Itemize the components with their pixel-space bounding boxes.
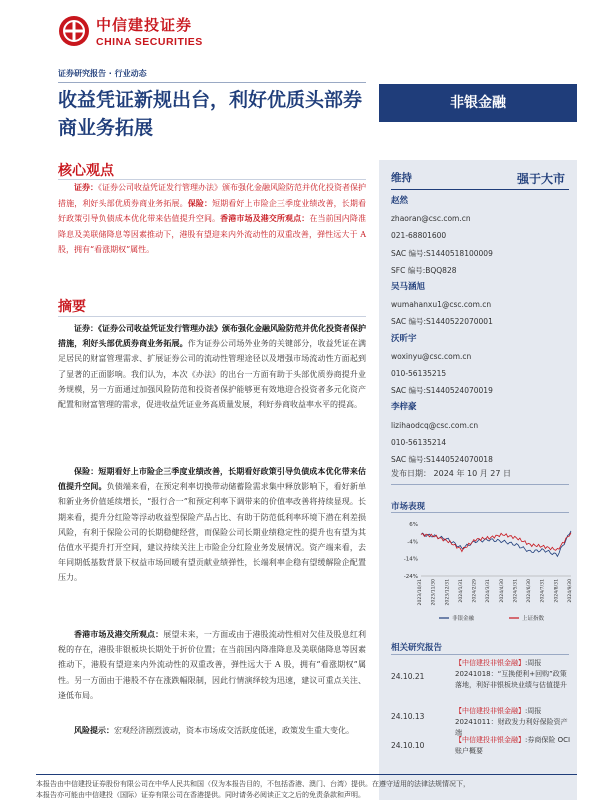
abs-text-2: 展望未来，一方面或由于港股流动性相对欠佳及股息红利税的存在，港股非银板块长期处于折价位置；在当前国内降准降息及美联储降息等因素推动下，港股有望迎来内外流动性的双重改善，弹性远大于 A 股，拥有“看涨期权”属性。另一方面由于港股不存在涨跌幅限制，因此行情演绎较为迅速，建议可重点关注、逢低布局。 [58,630,367,700]
page-title: 收益凭证新规出台，利好优质头部券商业务拓展 [58,89,363,139]
publish-date: 发布日期： 2024 年 10 月 27 日 [391,469,511,478]
kv-text-1: 短期看好上市险企三季度业绩改善，长期看好政策引导负债成本优化带来估值提升空间。 [58,198,367,223]
analyst-name: 赵然 [391,196,409,206]
analyst-name: 李梓豪 [391,402,417,413]
sector-label: 非银金融 [379,84,577,122]
report-type: 证券研究报告 · 行业动态 [58,69,147,78]
analyst-phone: 010-56135215 [391,369,447,379]
abs-bold-0: 证券：《证券公司收益凭证发行管理办法》颁布强化金融风险防范并优化投资者保护措施，利好头部优质券商业务拓展。 [58,323,366,349]
series-line-1 [421,533,571,552]
analyst-li [391,399,571,468]
x-tick-label: 2024/5/31 [513,579,519,603]
abs-bold-1: 保险：短期看好上市险企三季度业绩改善，长期看好政策引导负债成本优化带来估值提升空间。 [58,466,366,492]
rating-value: 强于大市 [516,172,565,186]
abstract-divider [58,316,366,317]
publish-divider [391,484,569,485]
kv-text-2: 在当前国内降准降息及美联储降息等因素推动下，港股有望迎来内外流动性的双重改善，弹性远大于 A 股，拥有“看涨期权”属性。 [58,214,367,254]
x-tick-label: 2024/9/30 [568,579,573,603]
abstract-paragraph-hk [58,627,366,703]
x-tick-label: 2023/12/31 [445,579,451,606]
analyst-zhao [391,193,571,279]
analyst-name: 吴马涵旭 [391,282,426,293]
analyst-email[interactable]: lizihaodcq@csc.com.cn [391,420,479,430]
related-report-date: 24.10.13 [391,712,425,721]
kv-bold-0: 证券： [74,182,98,192]
logo-en: CHINA SECURITIES [96,36,203,48]
analyst-name: 沃昕宇 [391,333,417,344]
related-report-date: 24.10.10 [391,741,425,750]
logo-cn: 中信建投证券 [96,16,193,34]
abstract-paragraph-risk [58,723,366,738]
x-tick-label: 2024/2/29 [472,579,478,603]
market-performance-chart [391,516,577,628]
analyst-wu [391,279,571,331]
x-tick-label: 2023/10/31 [418,579,423,606]
abs-text-3: 宏观经济剧烈波动，资本市场成交活跃度低迷，政策发生重大变化。 [114,726,354,735]
related-report-date: 24.10.21 [391,672,425,681]
kv-bold-2: 香港市场及港交所观点： [220,213,310,223]
related-report-item[interactable] [391,706,573,737]
related-report-item[interactable] [391,735,573,761]
y-tick-label: -14% [403,556,418,563]
company-logo [58,14,203,48]
analyst-email[interactable]: zhaoran@csc.com.cn [391,214,471,224]
kv-bold-1: 保险： [187,197,213,208]
y-tick-label: 6% [409,522,418,528]
rating-row [391,170,569,188]
rating-label: 维持 [391,172,412,184]
abs-text-1: 负债端来看，在预定利率切换带动储蓄险需求集中释放影响下，看好新单和新业务价值延续增长，“报行合一”和预定利率下调带来的价值率改善将持续显现。长期来看，提升分红险等浮动收益型保险产品占比、有助于防范低利率环境下潜在利差损风险，有利于保险公司的长期稳健经营，而保险公司长期业绩稳定性的提升也有望为其估值水平提升打开空间，建议持续关注上市险企分红险业务发展情况。资产端来看，去年同期低基数背景下权益市场回暖有望贡献业绩弹性，长端利率企稳有望缓解险企配置压力。 [58,482,367,583]
analyst-sac: SAC 编号:S1440524070018 [391,455,493,465]
market-divider [391,512,569,513]
analyst-sfc: SFC 编号:BQQ828 [391,265,457,275]
related-report-text: 【中信建投非银金融】:周报 20241011：财政发力利好保险资产端 [455,707,568,737]
analyst-sac: SAC 编号:S1440524070019 [391,386,493,396]
kv-text-0: 《证券公司收益凭证发行管理办法》颁布强化金融风险防范并优化投资者保护措施，利好头部优质券商业务拓展。 [58,183,366,208]
analyst-list [391,193,571,468]
legend-label: 非银金融 [452,616,475,622]
disclaimer [36,779,581,800]
y-tick-label: -4% [407,539,418,546]
related-report-text: 【中信建投非银金融】:券商保险 OCI 账户概要 [455,736,571,755]
x-tick-label: 2024/6/30 [527,579,533,603]
rating-divider [391,189,569,190]
analyst-email[interactable]: wumahanxu1@csc.com.cn [391,300,492,310]
abs-bold-2: 香港市场及港交所观点： [74,629,164,639]
analyst-email[interactable]: woxinyu@csc.com.cn [391,351,472,361]
key-view-heading: 核心观点 [58,163,114,179]
disclaimer-line: 本报告由中信建投证券股份有限公司在中华人民共和国（仅为本报告目的，不包括香港、澳门、台湾）提供。在遵守适用的法律法规情况下， [36,780,470,788]
x-tick-label: 2024/1/31 [458,579,464,603]
abstract-paragraph-insurance [58,464,366,586]
legend-label: 上证指数 [522,616,545,622]
x-tick-label: 2024/3/31 [486,579,492,603]
analyst-sac: SAC 编号:S1440518100009 [391,248,493,258]
header-divider [58,82,366,83]
series-line-0 [421,531,571,557]
abstract-paragraph-securities [58,321,366,412]
related-report-item[interactable] [391,658,573,694]
x-tick-label: 2023/11/30 [431,579,437,606]
abs-bold-3: 风险提示： [74,725,114,735]
market-performance-title: 市场表现 [391,502,426,512]
x-tick-label: 2024/4/30 [499,579,505,603]
related-divider [391,654,569,655]
analyst-phone: 010-56135214 [391,437,447,447]
analyst-sac: SAC 编号:S1440522070001 [391,317,493,327]
logo-mark-icon [58,15,90,47]
key-view-text [58,180,366,258]
footer-divider [36,774,577,775]
disclaimer-line: 本报告亦可能由中信建投（国际）证券有限公司在香港提供。同时请务必阅读正文之后的免责条款和声明。 [36,791,365,799]
analyst-wo [391,331,571,400]
related-reports-title: 相关研究报告 [391,643,443,653]
related-report-text: 【中信建投非银金融】:周报 20241018：“互换便利+回购”政策落地，利好非银板块业绩与估值提升 [455,659,567,689]
abstract-heading: 摘要 [58,299,86,315]
x-tick-label: 2024/7/31 [540,579,546,603]
abs-text-0: 作为证券公司场外业务的关键部分，收益凭证在满足居民的财富管理需求、扩展证券公司的流动性管理途径以及增强市场流动性方面起到了显著的正面影响。我们认为，本次《办法》的出台一方面有助于头部优质券商提升业务规模，另一方面通过加强风险防范和投资者保护能够更有效地迎合投资者多元化资产配置和财富管理的需求，促进收益凭证业务高质量发展，利好券商收益率水平的提高。 [58,339,367,410]
analyst-phone: 021-68801600 [391,231,447,241]
x-tick-label: 2024/8/31 [554,579,560,603]
y-tick-label: -24% [403,574,418,580]
